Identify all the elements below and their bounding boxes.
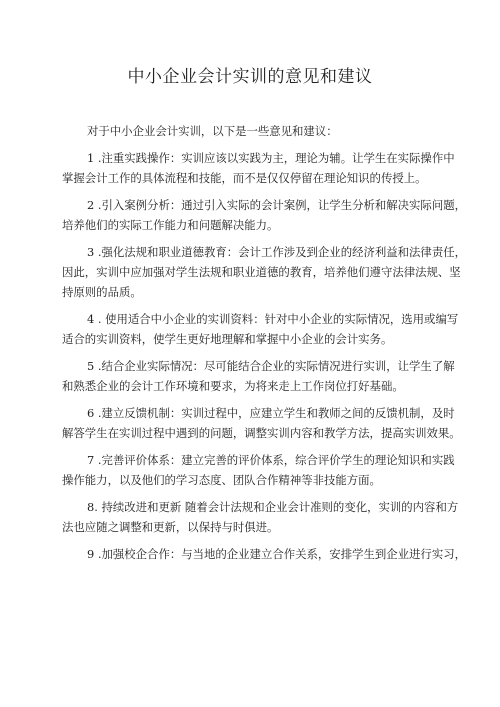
suggestion-line — [62, 329, 452, 349]
suggestion-first-line — [62, 450, 455, 470]
suggestion-text: .加强校企合作：与当地的企业建立合作关系，安排学生到企业进行实习， — [97, 547, 466, 561]
suggestion-text: 法也应随之调整和更新，以保持与时俱进。 — [62, 520, 279, 534]
suggestion-first-line — [62, 497, 459, 517]
suggestion-number: 3 — [87, 245, 95, 259]
suggestion-line — [62, 168, 452, 188]
suggestion-number: 2 — [87, 198, 95, 212]
suggestion-text: .完善评价体系：建立完善的评价体系，综合评价学生的理论知识和实践 — [97, 453, 455, 467]
suggestion-number: 9 — [87, 547, 95, 561]
suggestion-text: 持原则的品质。 — [62, 285, 142, 299]
suggestion-line — [62, 470, 452, 490]
suggestion-item — [62, 544, 466, 564]
suggestion-line — [62, 376, 452, 396]
suggestion-text: .注重实践操作：实训应该以实践为主，理论为辅。让学生在实际操作中 — [97, 151, 455, 165]
suggestion-text: 因此，实训中应加强对学生法规和职业道德的教育，培养他们遵守法律法规、坚 — [62, 265, 461, 279]
suggestion-number: 1 — [87, 151, 95, 165]
suggestion-text: 培养他们的实际工作能力和问题解决能力。 — [62, 218, 279, 232]
suggestion-first-line — [62, 309, 459, 329]
suggestion-item — [62, 450, 455, 490]
suggestion-line — [62, 262, 461, 282]
suggestion-text: .建立反馈机制：实训过程中，应建立学生和教师之间的反馈机制，及时 — [97, 406, 455, 420]
suggestion-first-line — [62, 403, 455, 423]
suggestion-number: 5 — [87, 359, 95, 373]
intro-paragraph: 对于中小企业会计实训，以下是一些意见和建议： — [87, 124, 338, 138]
suggestion-text: .强化法规和职业道德教育：会计工作涉及到企业的经济利益和法律责任， — [97, 245, 466, 259]
suggestion-first-line — [62, 544, 466, 564]
suggestion-text: 解答学生在实训过程中遇到的问题，调整实训内容和教学方法，提高实训效果。 — [62, 426, 461, 440]
suggestion-item — [62, 497, 459, 537]
suggestion-item — [62, 309, 459, 349]
suggestion-item — [62, 195, 466, 235]
suggestion-number: 4 — [87, 312, 95, 326]
suggestion-list — [62, 148, 466, 564]
suggestion-text: 掌握会计工作的具体流程和技能，而不是仅仅停留在理论知识的传授上。 — [62, 171, 427, 185]
suggestion-line — [62, 423, 461, 443]
suggestion-item — [62, 356, 455, 396]
suggestion-item — [62, 403, 461, 443]
suggestion-text: .结合企业实际情况：尽可能结合企业的实际情况进行实训，让学生了解 — [97, 359, 455, 373]
suggestion-line — [62, 282, 452, 302]
suggestion-text: 持续改进和更新 随着会计法规和企业会计准则的变化，实训的内容和方 — [101, 500, 459, 514]
suggestion-text: . 使用适合中小企业的实训资料：针对中小企业的实际情况，选用或编写 — [97, 312, 459, 326]
suggestion-item — [62, 148, 455, 188]
suggestion-text: .引入案例分析：通过引入实际的会计案例，让学生分析和解决实际问题， — [97, 198, 466, 212]
suggestion-first-line — [62, 356, 455, 376]
suggestion-text: 操作能力，以及他们的学习态度、团队合作精神等非技能方面。 — [62, 473, 381, 487]
suggestion-first-line — [62, 148, 455, 168]
suggestion-line — [62, 517, 452, 537]
suggestion-number: 6 — [87, 406, 95, 420]
document-title: 中小企业会计实训的意见和建议 — [127, 67, 373, 87]
suggestion-first-line — [62, 195, 466, 215]
suggestion-text: 和熟悉企业的会计工作环境和要求，为将来走上工作岗位打好基础。 — [62, 379, 404, 393]
suggestion-item — [62, 242, 466, 302]
suggestion-text: 适合的实训资料，使学生更好地理解和掌握中小企业的会计实务。 — [62, 332, 393, 346]
suggestion-line — [62, 215, 452, 235]
suggestion-number: 8. — [87, 500, 98, 514]
suggestion-number: 7 — [87, 453, 95, 467]
suggestion-first-line — [62, 242, 466, 262]
